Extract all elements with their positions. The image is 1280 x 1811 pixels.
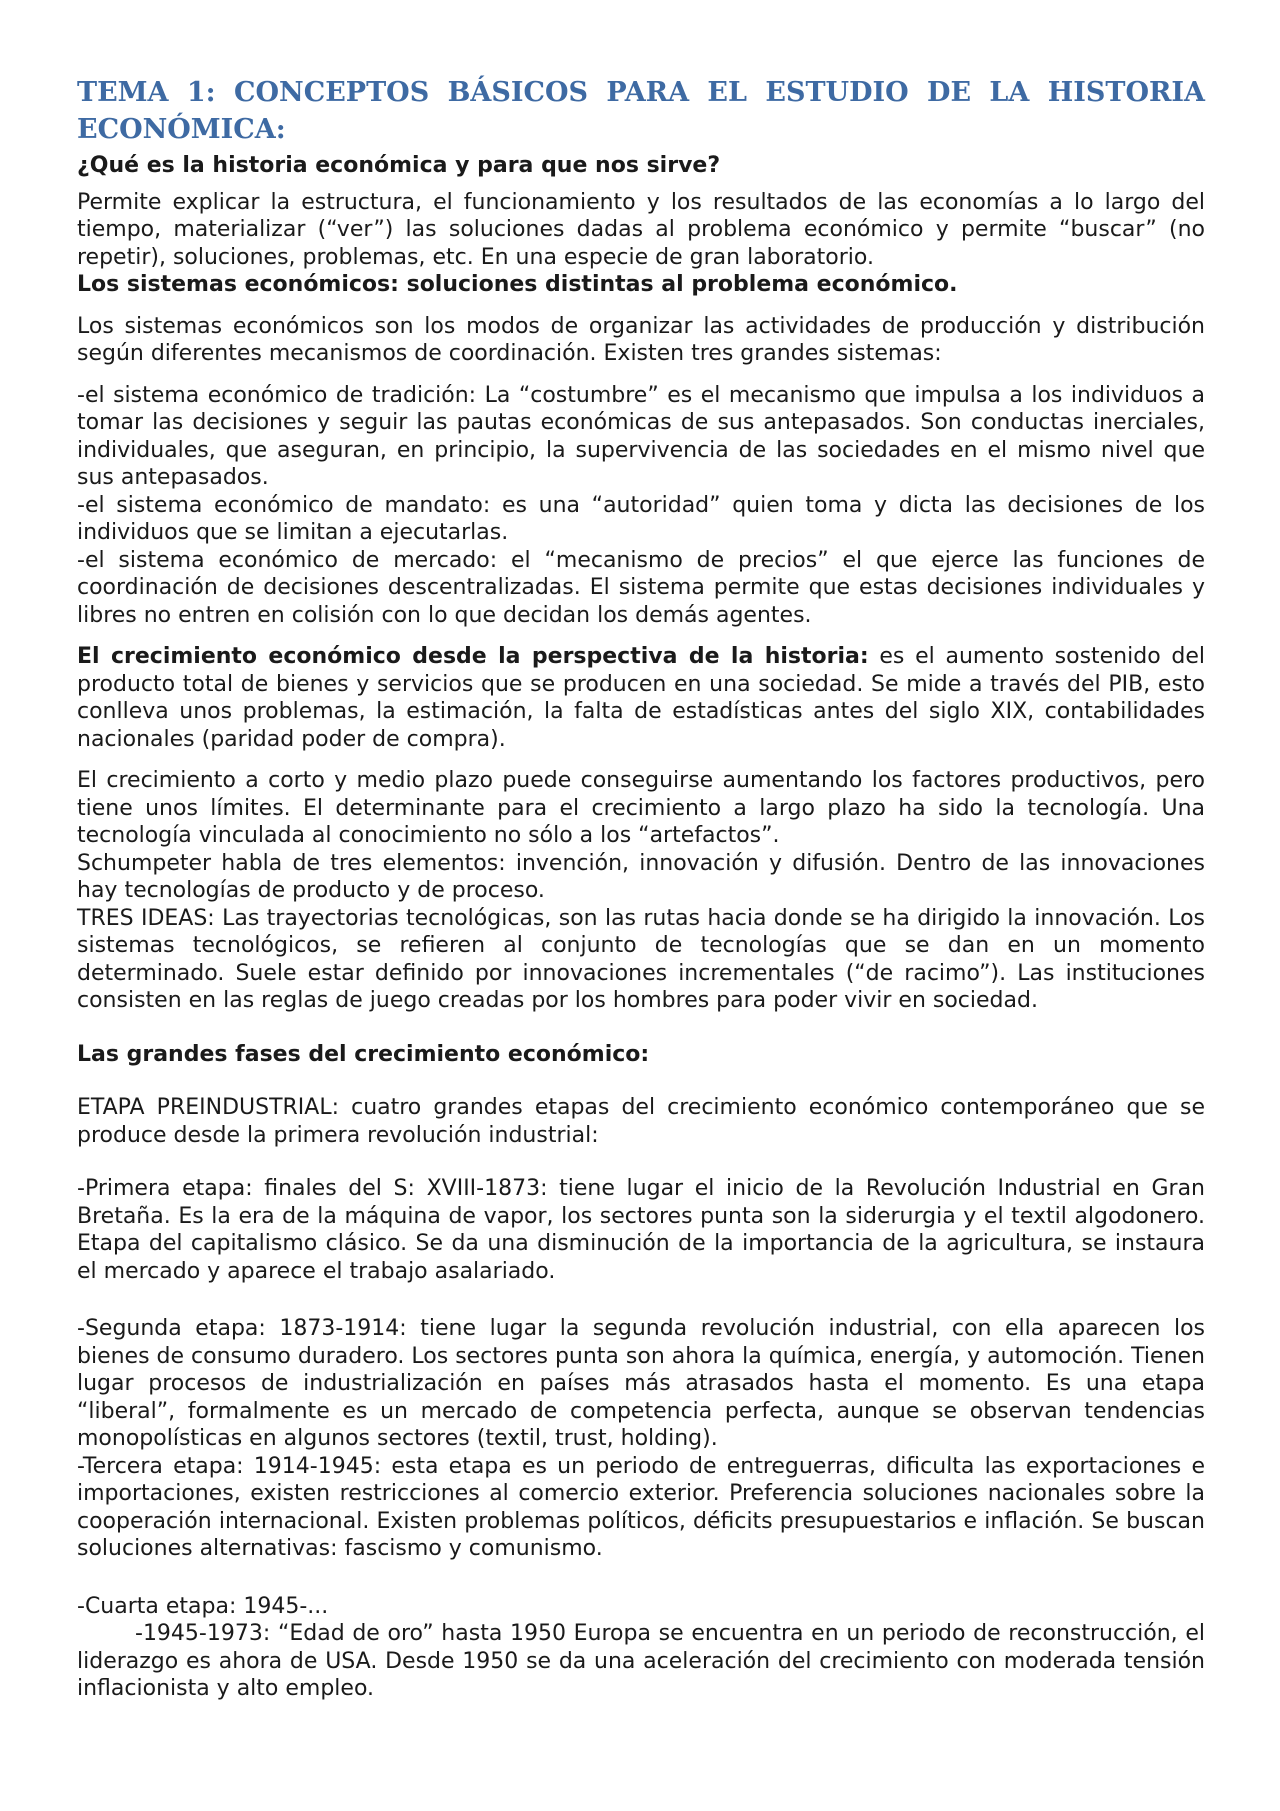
crecimiento-lead: El crecimiento económico desde la perspectiva de la historia: — [77, 644, 869, 669]
paragraph-segunda-etapa: -Segunda etapa: 1873-1914: tiene lugar la segunda revolución industrial, con ella aparecen los bienes de consumo duradero. Los sectores punta son ahora la química, energía, y automoción. Tienen lugar procesos de industrialización en países más atrasados hasta el momento. Es una etapa “liberal”, formalmente es un mercado de competencia perfecta, aunque se observan tendencias monopolísticas en algunos sectores (textil, trust, holding). — [77, 1316, 1205, 1451]
paragraph-primera-etapa: -Primera etapa: finales del S: XVIII-1873: tiene lugar el inicio de la Revolución Industrial en Gran Bretaña. Es la era de la máquina de vapor, los sectores punta son la siderurgia y el textil algodonero. Etapa del capitalismo clásico. Se da una disminución de la importancia de la agricultura, se instaura el mercado y aparece el trabajo asalariado. — [77, 1176, 1205, 1284]
paragraph-sistemas-intro: Los sistemas económicos son los modos de organizar las actividades de producción y distribución según diferentes mecanismos de coordinación. Existen tres grandes sistemas: — [77, 313, 1205, 366]
paragraph-edad-de-oro: -1945-1973: “Edad de oro” hasta 1950 Europa se encuentra en un periodo de reconstrucción, el liderazgo es ahora de USA. Desde 1950 se da una aceleración del crecimiento con moderada tensión inflacionista y alto empleo. — [77, 1621, 1205, 1701]
paragraph-etapa-preindustrial: ETAPA PREINDUSTRIAL: cuatro grandes etapas del crecimiento económico contemporáneo que se produce desde la primera revolución industrial: — [77, 1095, 1205, 1148]
section-heading-fases — [77, 1041, 1205, 1069]
paragraph-historia-definicion: Permite explicar la estructura, el funcionamiento y los resultados de las economías a lo largo del tiempo, materializar (“ver”) las soluciones dadas al problema económico y permite “buscar” (no repetir), soluciones, problemas, etc. En una especie de gran laboratorio. — [77, 189, 1205, 270]
paragraph-crecimiento — [77, 643, 1205, 753]
paragraph-sistema-mercado: -el sistema económico de mercado: el “mecanismo de precios” el que ejerce las funciones de coordinación de decisiones descentralizadas. El sistema permite que estas decisiones individuales y libres no entren en colisión con lo que decidan los demás agentes. — [77, 547, 1205, 628]
paragraph-tercera-etapa: -Tercera etapa: 1914-1945: esta etapa es un periodo de entreguerras, dificulta las exportaciones e importaciones, existen restricciones al comercio exterior. Preferencia soluciones nacionales sobre la cooperación internacional. Existen problemas políticos, déficits presupuestarios e inflación. Se buscan soluciones alternativas: fascismo y comunismo. — [77, 1453, 1205, 1561]
paragraph-cuarta-etapa: -Cuarta etapa: 1945-... — [77, 1593, 329, 1619]
paragraph-schumpeter: Schumpeter habla de tres elementos: invención, innovación y difusión. Dentro de las innovaciones hay tecnologías de producto y de proceso. — [77, 850, 1205, 903]
crecimiento-text: es el aumento sostenido del producto total de bienes y servicios que se producen en una sociedad. Se mide a través del PIB, esto conlleva unos problemas, la estimación, la falta de estadísticas antes del siglo XIX, contabilidades nacionales (paridad poder de compra). — [77, 644, 1206, 752]
paragraph-sistema-mandato: -el sistema económico de mandato: es una “autoridad” quien toma y dicta las decisiones de los individuos que se limitan a ejecutarlas. — [77, 492, 1205, 545]
section-heading-historia: ¿Qué es la historia económica y para que nos sirve? — [77, 153, 721, 178]
paragraph-corto-plazo: El crecimiento a corto y medio plazo puede conseguirse aumentando los factores productivos, pero tiene unos límites. El determinante para el crecimiento a largo plazo ha sido la tecnología. Una tecnología vinculada al conocimiento no sólo a los “artefactos”. — [77, 768, 1205, 848]
paragraph-sistema-tradicion: -el sistema económico de tradición: La “costumbre” es el mecanismo que impulsa a los individuos a tomar las decisiones y seguir las pautas económicas de sus antepasados. Son conductas inerciales, individuales, que aseguran, en principio, la supervivencia de las sociedades en el mismo nivel que sus antepasados. — [77, 382, 1205, 490]
document-title: TEMA 1: CONCEPTOS BÁSICOS PARA EL ESTUDIO DE LA HISTORIA ECONÓMICA: — [77, 77, 1205, 145]
paragraph-tres-ideas: TRES IDEAS: Las trayectorias tecnológicas, son las rutas hacia donde se ha dirigido la innovación. Los sistemas tecnológicos, se refieren al conjunto de tecnologías que se dan en un momento determinado. Suele estar definido por innovaciones incrementales (“de racimo”). Las instituciones consisten en las reglas de juego creadas por los hombres para poder vivir en sociedad. — [77, 905, 1205, 1013]
sistemas-heading-text: Los sistemas económicos: soluciones distintas al problema económico. — [77, 272, 958, 297]
fases-heading-text: Las grandes fases del crecimiento económico: — [77, 1041, 650, 1067]
section-heading-sistemas — [77, 271, 1205, 299]
